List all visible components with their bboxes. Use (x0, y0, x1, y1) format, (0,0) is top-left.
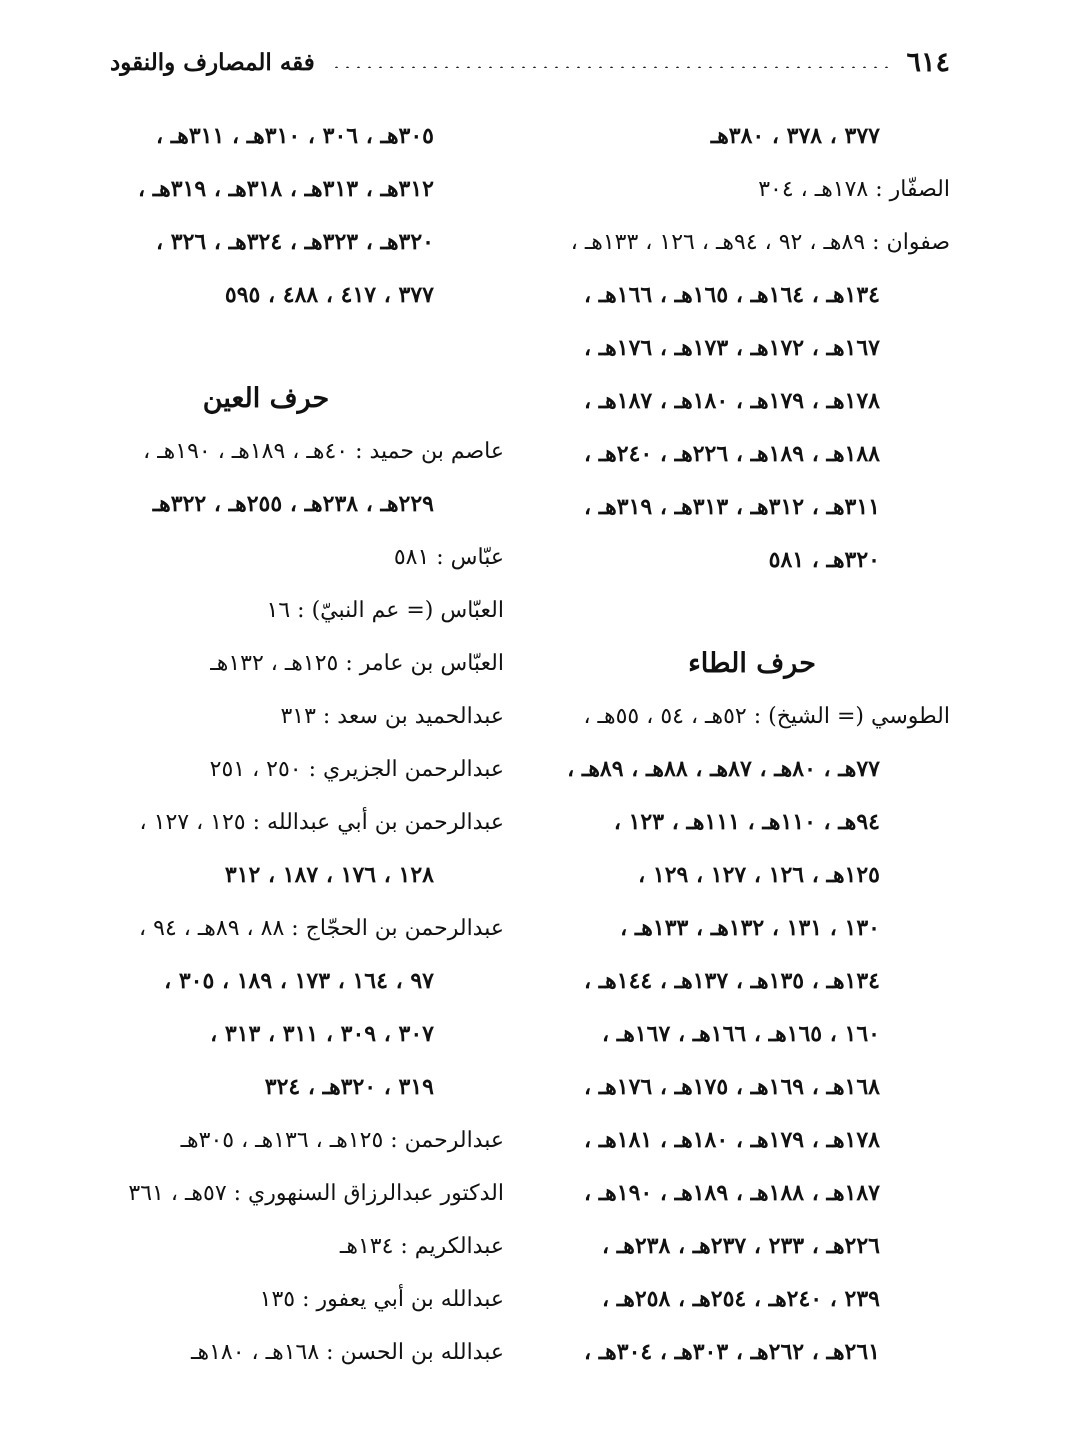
entry-abbas-amir: العبّاس بن عامر : ١٢٥هـ ، ١٣٢هـ (210, 651, 504, 676)
index-line: ٣٧٧ ، ٤١٧ ، ٤٨٨ ، ٥٩٥ (224, 282, 434, 308)
entry-abd-hamid: عبدالحميد بن سعد : ٣١٣ (280, 704, 504, 729)
index-line: ١٧٨هـ ، ١٧٩هـ ، ١٨٠هـ ، ١٨١هـ ، (583, 1127, 880, 1153)
index-line: ١٧٨هـ ، ١٧٩هـ ، ١٨٠هـ ، ١٨٧هـ ، (583, 388, 880, 414)
index-line: ٣١٢هـ ، ٣١٣هـ ، ٣١٨هـ ، ٣١٩هـ ، (137, 176, 434, 202)
entry-sanhuri: الدكتور عبدالرزاق السنهوري : ٥٧هـ ، ٣٦١ (128, 1181, 504, 1206)
index-line: ١٢٨ ، ١٧٦ ، ١٨٧ ، ٣١٢ (224, 862, 434, 888)
index-line: ٣٠٥هـ ، ٣٠٦ ، ٣١٠هـ ، ٣١١هـ ، (156, 123, 434, 149)
page-header (110, 42, 950, 82)
entry-abd-karim: عبدالكريم : ١٣٤هـ (339, 1234, 504, 1259)
index-line: ١٨٨هـ ، ١٨٩هـ ، ٢٢٦هـ ، ٢٤٠هـ ، (583, 441, 880, 467)
index-line: ٢٦١هـ ، ٢٦٢هـ ، ٣٠٣هـ ، ٣٠٤هـ ، (583, 1339, 880, 1365)
index-line: ١٢٥هـ ، ١٢٦ ، ١٢٧ ، ١٢٩ ، (638, 862, 880, 888)
section-heading-ain: حرف العين (202, 383, 330, 414)
index-line: ٣٢٠هـ ، ٣٢٣هـ ، ٣٢٤هـ ، ٣٢٦ ، (156, 229, 434, 255)
index-line: ٣٠٧ ، ٣٠٩ ، ٣١١ ، ٣١٣ ، (210, 1021, 434, 1047)
entry-abd-rahman-jaziri: عبدالرحمن الجزيري : ٢٥٠ ، ٢٥١ (209, 757, 504, 782)
index-line: ١٨٧هـ ، ١٨٨هـ ، ١٨٩هـ ، ١٩٠هـ ، (583, 1180, 880, 1206)
entry-abd-rahman-abi: عبدالرحمن بن أبي عبدالله : ١٢٥ ، ١٢٧ ، (139, 810, 504, 835)
index-line: ٣١٩ ، ٣٢٠هـ ، ٣٢٤ (264, 1074, 434, 1100)
index-line: ١٣٠ ، ١٣١ ، ١٣٢هـ ، ١٣٣هـ ، (620, 915, 880, 941)
page-number: ٦١٤ (906, 46, 950, 78)
index-line: ٢٣٩ ، ٢٤٠هـ ، ٢٥٤هـ ، ٢٥٨هـ ، (602, 1286, 880, 1312)
index-line: ١٦٨هـ ، ١٦٩هـ ، ١٧٥هـ ، ١٧٦هـ ، (583, 1074, 880, 1100)
index-line: ١٣٤هـ ، ١٣٥هـ ، ١٣٧هـ ، ١٤٤هـ ، (583, 968, 880, 994)
index-line: ٣١١هـ ، ٣١٢هـ ، ٣١٣هـ ، ٣١٩هـ ، (583, 494, 880, 520)
entry-abdullah-hasan: عبدالله بن الحسن : ١٦٨هـ ، ١٨٠هـ (191, 1340, 504, 1365)
entry-abd-rahman: عبدالرحمن : ١٢٥هـ ، ١٣٦هـ ، ٣٠٥هـ (180, 1128, 504, 1153)
entry-abdullah-yafur: عبدالله بن أبي يعفور : ١٣٥ (259, 1287, 504, 1312)
section-heading-ta: حرف الطاء (688, 648, 816, 679)
index-line: ١٦٠ ، ١٦٥هـ ، ١٦٦هـ ، ١٦٧هـ ، (602, 1021, 880, 1047)
right-column (554, 110, 950, 1379)
entry-saffar: الصفّار : ١٧٨هـ ، ٣٠٤ (758, 177, 950, 202)
entry-asim: عاصم بن حميد : ٤٠هـ ، ١٨٩هـ ، ١٩٠هـ ، (143, 439, 504, 464)
running-title: فقه المصارف والنقود (110, 48, 315, 76)
index-line: ٢٢٦هـ ، ٢٣٣ ، ٢٣٧هـ ، ٢٣٨هـ ، (602, 1233, 880, 1259)
entry-abbas: عبّاس : ٥٨١ (393, 545, 504, 570)
entry-tusi: الطوسي (= الشيخ) : ٥٢هـ ، ٥٤ ، ٥٥هـ ، (583, 704, 950, 729)
entry-safwan: صفوان : ٨٩هـ ، ٩٢ ، ٩٤هـ ، ١٢٦ ، ١٣٣هـ ، (570, 230, 950, 255)
dot-leader (331, 66, 891, 68)
index-line: ١٣٤هـ ، ١٦٤هـ ، ١٦٥هـ ، ١٦٦هـ ، (583, 282, 880, 308)
index-line: ٩٤هـ ، ١١٠هـ ، ١١١هـ ، ١٢٣ ، (613, 809, 880, 835)
index-line: ٣٧٧ ، ٣٧٨ ، ٣٨٠هـ (710, 123, 880, 149)
entry-al-abbas: العبّاس (= عم النبيّ) : ١٦ (266, 598, 504, 623)
index-line: ٢٢٩هـ ، ٢٣٨هـ ، ٢٥٥هـ ، ٣٢٢هـ (152, 491, 434, 517)
entry-abd-rahman-hajjaj: عبدالرحمن بن الحجّاج : ٨٨ ، ٨٩هـ ، ٩٤ ، (139, 916, 504, 941)
index-line: ٧٧هـ ، ٨٠هـ ، ٨٧هـ ، ٨٨هـ ، ٨٩هـ ، (567, 756, 880, 782)
left-column (28, 110, 504, 1379)
index-line: ٣٢٠هـ ، ٥٨١ (768, 547, 880, 573)
index-line: ٩٧ ، ١٦٤ ، ١٧٣ ، ١٨٩ ، ٣٠٥ ، (164, 968, 434, 994)
index-line: ١٦٧هـ ، ١٧٢هـ ، ١٧٣هـ ، ١٧٦هـ ، (583, 335, 880, 361)
